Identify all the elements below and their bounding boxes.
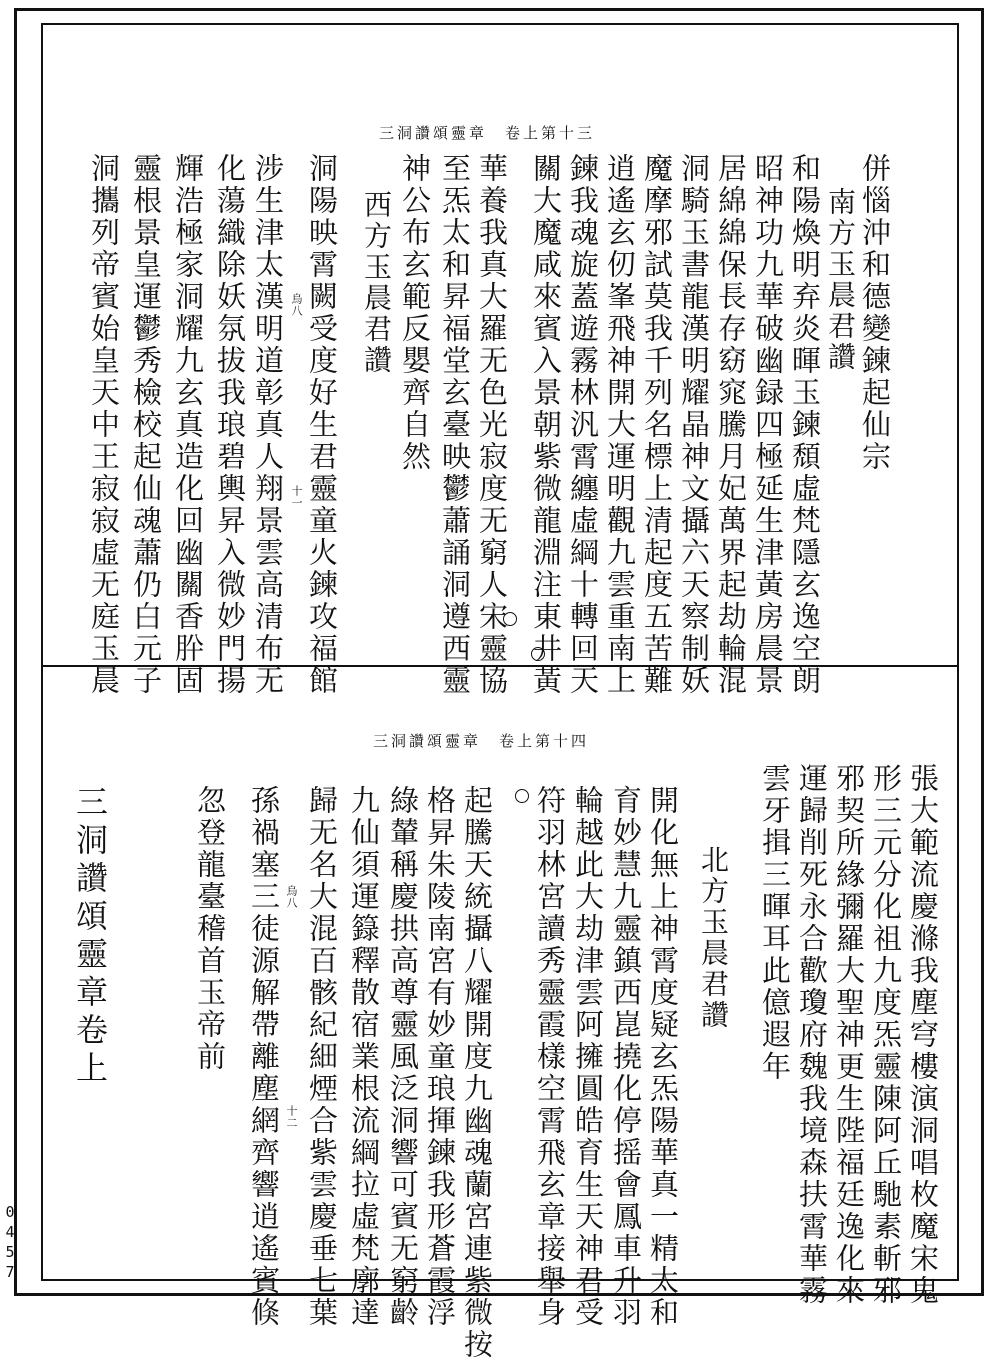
top-column-17: 化蕩織除妖氛拔我琅碧輿昇入微妙門揚: [213, 153, 247, 697]
top-panel: [43, 25, 957, 697]
top-running-header: 三洞讚頌靈章 卷上第十三: [379, 124, 596, 142]
top-section-heading-west: 西方玉晨君讚: [360, 190, 393, 376]
top-column-3: 和陽煥明弃炎暉玉鍊頹虛梵隱玄逸空朗: [788, 153, 822, 697]
top-column-20: 洞攜列帝賓始皇天中王寂寂虛无庭玉晨: [87, 153, 121, 697]
bottom-column-7: 開化無上神霄度疑玄炁陽華真一精太和: [646, 785, 680, 1329]
top-section-heading-south: 南方玉晨君讚: [824, 187, 857, 373]
top-column-9: 鍊我魂旋蓋遊霧林汎霄纏虛綱十轉回天: [566, 153, 600, 697]
bottom-column-3: 邪契所緣彌羅大聖神更生陛福廷逸化來: [832, 763, 866, 1307]
top-column-19: 靈根景皇運鬱秀檢校起仙魂蕭仍白元子: [129, 153, 163, 697]
page-frame: [14, 8, 984, 1361]
inner-frame: [41, 23, 959, 1361]
top-column-16: 涉生津太漢明道彰真人翔景雲高清布无: [251, 153, 285, 697]
bottom-column-8: 育妙慧九靈鎮西崑撓化停摇會鳳車升羽: [609, 785, 643, 1329]
top-column-7: 魔摩邪試莫我千列名標上清起度五苦難: [640, 153, 674, 697]
top-circle-mark-2: [531, 647, 545, 661]
top-column-13: 神公布玄範反嬰齊自然: [398, 153, 432, 473]
top-column-4: 昭神功九華破幽録四極延生津黃房晨景: [751, 153, 785, 697]
top-folio-mark-a: 烏八: [290, 293, 303, 317]
scroll-end-title: 三洞讚頌靈章卷上: [71, 785, 109, 1089]
bottom-column-10: 符羽林宮讀秀靈霞樣空霄飛玄章接舉身: [533, 785, 567, 1329]
top-column-5: 居綿綿保長存窈窕騰月妃萬界起劫輪混: [714, 153, 748, 697]
bottom-section-heading-north: 北方玉晨君讚: [697, 845, 730, 1031]
top-column-1: 併惱沖和德變鍊起仙宗: [858, 153, 892, 473]
bottom-folio-mark-b: 十二: [285, 1105, 298, 1129]
bottom-column-2: 形三元分化祖九度炁靈陳阿丘馳素斬邪: [869, 763, 903, 1307]
bottom-column-16: 孫禍塞三徒源解帶離塵網齊響逍遙賓倏: [247, 785, 281, 1329]
top-folio-mark-b: 十一: [290, 485, 303, 509]
top-column-12: 至炁太和昇福堂玄臺映鬱蕭誦洞遵西靈: [438, 153, 472, 697]
top-column-6: 洞騎玉書龍漢明耀晶神文攝六天察制妖: [677, 153, 711, 697]
bottom-column-17: 忽登龍臺稽首玉帝前: [193, 785, 227, 1073]
top-column-18: 輝浩極家洞耀九玄真造化回幽關香肸固: [171, 153, 205, 697]
bottom-column-14: 九仙須運籙釋散宿業根流綱拉虛梵廓達: [347, 785, 381, 1329]
bottom-panel: [43, 667, 957, 1361]
bottom-column-4: 運歸削死永合歡瓊府魏我境森扶霄華霧: [795, 763, 829, 1307]
bottom-column-1: 張大範流慶滌我塵穹樓演洞唱枚魔宋鬼: [906, 763, 940, 1307]
page-number: 0457: [1, 1203, 19, 1283]
bottom-column-15: 歸无名大混百骸紀細煙合紫雲慶垂七葉: [305, 785, 339, 1329]
top-column-10: 關大魔咸來賓入景朝紫微龍淵注東井黃: [529, 153, 563, 697]
bottom-running-header: 三洞讚頌靈章 卷上第十四: [373, 732, 590, 750]
bottom-column-5: 雲牙揖三暉耳此億遐年: [758, 763, 792, 1083]
bottom-column-9: 輪越此大劫津雲阿擁圓皓育生天神君受: [571, 785, 605, 1329]
bottom-folio-mark-a: 烏八: [285, 885, 298, 909]
bottom-column-11: 起騰天統攝八耀開度九幽魂蘭宮連紫微按: [460, 785, 494, 1361]
top-column-11: 華養我真大羅无色光寂度无窮人宋靈協: [475, 153, 509, 697]
bottom-circle-mark: [515, 789, 529, 803]
top-column-15: 洞陽映霄闕受度好生君靈童火鍊攻福館: [305, 153, 339, 697]
top-column-8: 逍遙玄仞峯飛神開大運明觀九雲重南上: [603, 153, 637, 697]
bottom-column-12: 格昇朱陵南宮有妙童琅揮鍊我形蒼霞浮: [423, 785, 457, 1329]
bottom-column-13: 綠輦稱慶拱高尊靈風泛洞響可賓无窮齡: [386, 785, 420, 1329]
top-circle-mark-1: [503, 612, 517, 626]
